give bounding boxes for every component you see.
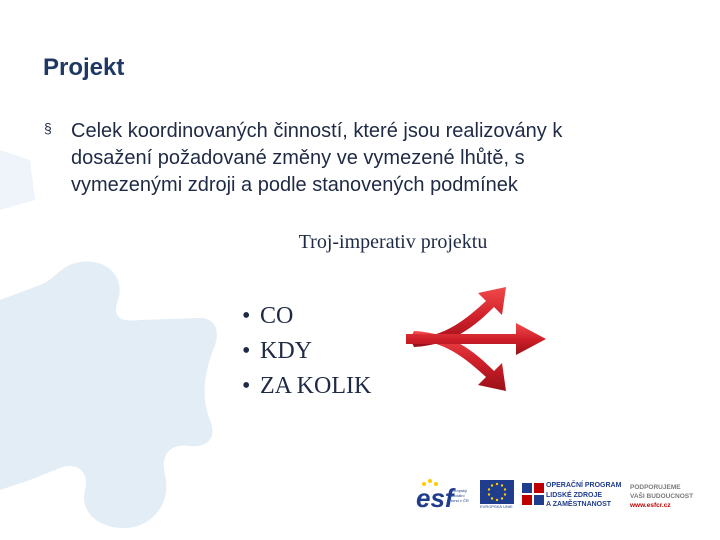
- podporujeme-logo: [630, 480, 710, 512]
- figure-list-item: [242, 338, 371, 373]
- eu-label: EVROPSKÁ UNIE: [480, 504, 513, 509]
- esf-caption-line: evropský: [451, 488, 468, 493]
- op-lzz-text: [546, 481, 621, 510]
- bullet-text: Celek koordinovaných činností, které jsou realizovány k dosažení požadované změny ve vymezené lhůtě, s vymezenými zdroji a podle stanovených podmínek: [71, 120, 563, 196]
- podporujeme-line: PODPORUJEME: [630, 484, 681, 491]
- op-emblem-icon: [522, 483, 544, 505]
- esf-caption-line: fond v ČR: [451, 498, 469, 503]
- esf-caption-line: sociální: [451, 493, 465, 498]
- op-lzz-logo: [522, 478, 632, 514]
- op-line: LIDSKÉ ZDROJE: [546, 491, 603, 499]
- podporujeme-text: [630, 483, 693, 510]
- puzzle-piece-shape: [0, 150, 35, 210]
- podporujeme-line: VAŠI BUDOUCNOST: [630, 493, 694, 500]
- esf-word: esf: [416, 483, 454, 513]
- eu-flag-icon: [480, 480, 514, 504]
- puzzle-piece-shape: [0, 262, 217, 529]
- figure-item-label: CO: [260, 303, 294, 329]
- figure-list: [242, 303, 371, 408]
- slide-title: Projekt: [43, 54, 125, 81]
- figure-list-item: [242, 373, 371, 408]
- footer-logos: [416, 478, 706, 514]
- figure-title: Troj-imperativ projektu: [298, 231, 488, 253]
- esf-url: www.esfcr.cz: [630, 502, 671, 509]
- figure-item-label: KDY: [260, 338, 312, 364]
- project-triple-constraint-image: [226, 205, 560, 443]
- figure-list-item: [242, 303, 371, 338]
- three-way-arrow-icon: [406, 279, 548, 399]
- figure-bullet: •: [242, 338, 251, 364]
- esf-caption: [451, 488, 469, 503]
- figure-bullet: •: [242, 303, 251, 329]
- bullet-marker: §: [44, 120, 52, 136]
- op-line: OPERAČNÍ PROGRAM: [546, 482, 622, 489]
- figure-bullet: •: [242, 373, 251, 399]
- figure-item-label: ZA KOLIK: [260, 373, 372, 399]
- op-line: A ZAMĚSTNANOST: [546, 501, 612, 508]
